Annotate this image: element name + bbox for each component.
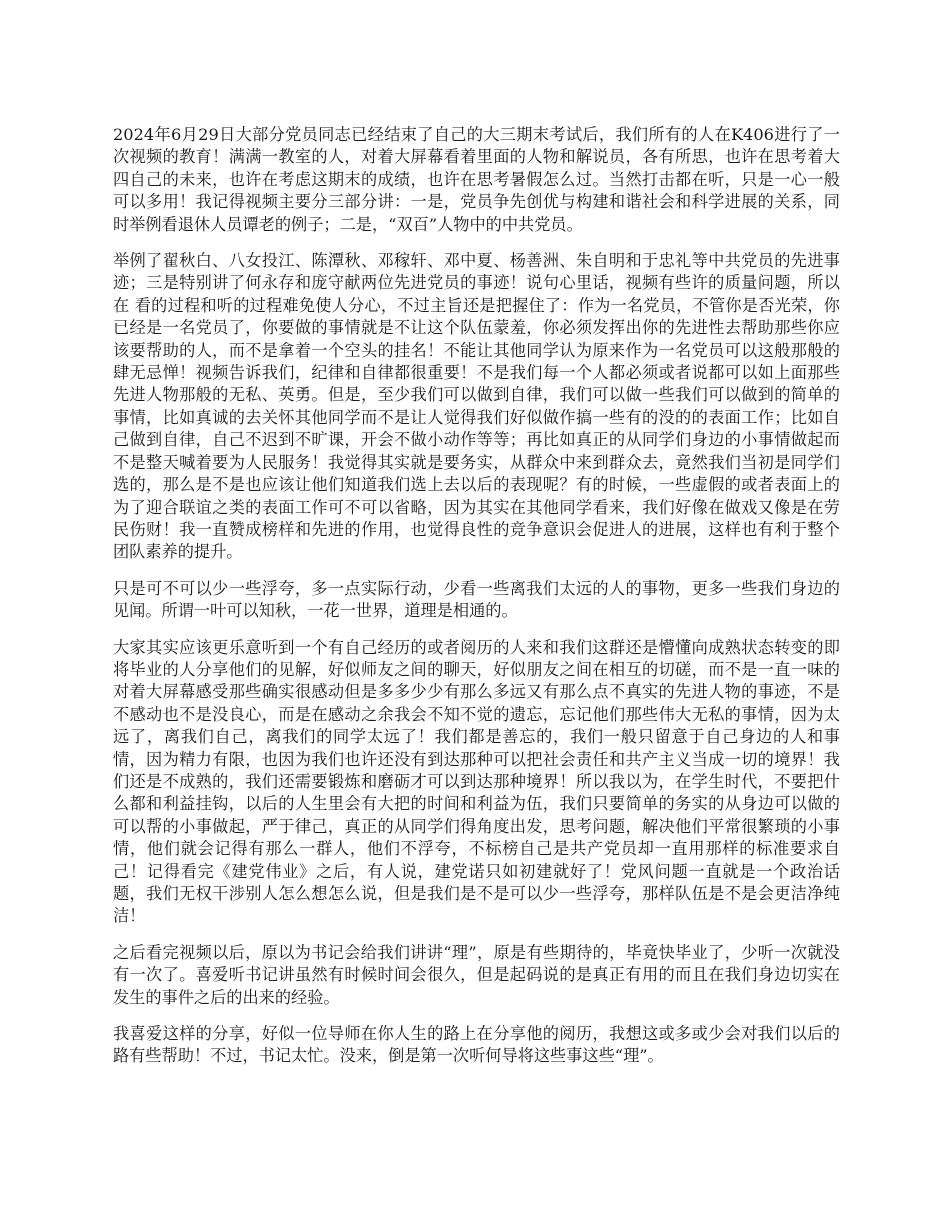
paragraph-6: 我喜爱这样的分享，好似一位导师在你人生的路上在分享他的阅历，我想这或多或少会对我们以后的路有些帮助！不过，书记太忙。没来，倒是第一次听何导将这些事这些“理”。	[113, 1024, 840, 1066]
paragraph-5: 之后看完视频以后，原以为书记会给我们讲讲“理”，原是有些期待的，毕竟快毕业了，少听一次就没有一次了。喜爱听书记讲虽然有时候时间会很久，但是起码说的是真正有用的而且在我们身边切实在发生的事件之后的出来的经验。	[113, 942, 840, 1007]
paragraph-2: 举例了翟秋白、八女投江、陈潭秋、邓稼轩、邓中夏、杨善洲、朱自明和于忠礼等中共党员的先进事迹；三是特别讲了何永存和庞守献两位先进党员的事迹！说句心里话，视频有些许的质量问题，所以在 看的过程和听的过程难免使人分心，不过主旨还是把握住了：作为一名党员，不管你是否光荣，你已经是一名党员了，你要做的事情就是不让这个队伍蒙羞，你必须发挥出你的先进性去帮助那些你应该要帮助的人，而不是拿着一个空头的挂名！不能让其他同学认为原来作为一名党员可以这般那般的肆无忌惮！视频告诉我们，纪律和自律都很重要！不是我们每一个人都必须或者说都可以如上面那些先进人物那般的无私、英勇。但是，至少我们可以做到自律，我们可以做一些我们可以做到的简单的事情，比如真诚的去关怀其他同学而不是让人觉得我们好似做作搞一些有的没的的表面工作；比如自己做到自律，自己不迟到不旷课，开会不做小动作等等；再比如真正的从同学们身边的小事情做起而不是整天喊着要为人民服务！我觉得其实就是要务实，从群众中来到群众去，竟然我们当初是同学们选的，那么是不是也应该让他们知道我们选上去以后的表现呢？有的时候，一些虚假的或者表面上的为了迎合联谊之类的表面工作可不可以省略，因为其实在其他同学看来，我们好像在做戏又像是在劳民伤财！我一直赞成榜样和先进的作用，也觉得良性的竞争意识会促进人的进展，这样也有利于整个团队素养的提升。	[113, 251, 840, 562]
paragraph-4: 大家其实应该更乐意听到一个有自己经历的或者阅历的人来和我们这群还是懵懂向成熟状态转变的即将毕业的人分享他们的见解，好似师友之间的聊天，好似朋友之间在相互的切磋，而不是一直一味的对着大屏幕感受那些确实很感动但是多多少少有那么多远又有那么点不真实的先进人物的事迹，不是不感动也不是没良心，而是在感动之余我会不知不觉的遗忘，忘记他们那些伟大无私的事情，因为太远了，离我们自己，离我们的同学太远了！我们都是善忘的，我们一般只留意于自己身边的人和事情，因为精力有限，也因为我们也许还没有到达那种可以把社会责任和共产主义当成一切的境界！我们还是不成熟的，我们还需要锻炼和磨砺才可以到达那种境界！所以我以为，在学生时代，不要把什么都和利益挂钩，以后的人生里会有大把的时间和利益为伍，我们只要简单的务实的从身边可以做的可以帮的小事做起，严于律己，真正的从同学们得角度出发，思考问题，解决他们平常很繁琐的小事情，他们就会记得有那么一群人，他们不浮夸，不标榜自己是共产党员却一直用那样的标准要求自己！记得看完《建党伟业》之后，有人说，建党诺只如初建就好了！党风问题一直就是一个政治话题，我们无权干涉别人怎么想怎么说，但是我们是不是可以少一些浮夸，那样队伍是不是会更洁净纯洁！	[113, 637, 840, 926]
paragraph-1: 2024年6月29日大部分党员同志已经结束了自己的大三期末考试后，我们所有的人在K406进行了一次视频的教育！满满一教室的人，对着大屏幕看着里面的人物和解说员，各有所思，也许在思考着大四自己的未来，也许在考虑这期末的成绩，也许在思考暑假怎么过。当然打击都在听，只是一心一般可以多用！我记得视频主要分三部分讲：一是，党员争先创优与构建和谐社会和科学进展的关系，同时举例看退休人员谭老的例子；二是，“双百”人物中的中共党员。	[113, 125, 840, 234]
paragraph-3: 只是可不可以少一些浮夸，多一点实际行动，少看一些离我们太远的人的事物，更多一些我们身边的见闻。所谓一叶可以知秋，一花一世界，道理是相通的。	[113, 578, 840, 621]
